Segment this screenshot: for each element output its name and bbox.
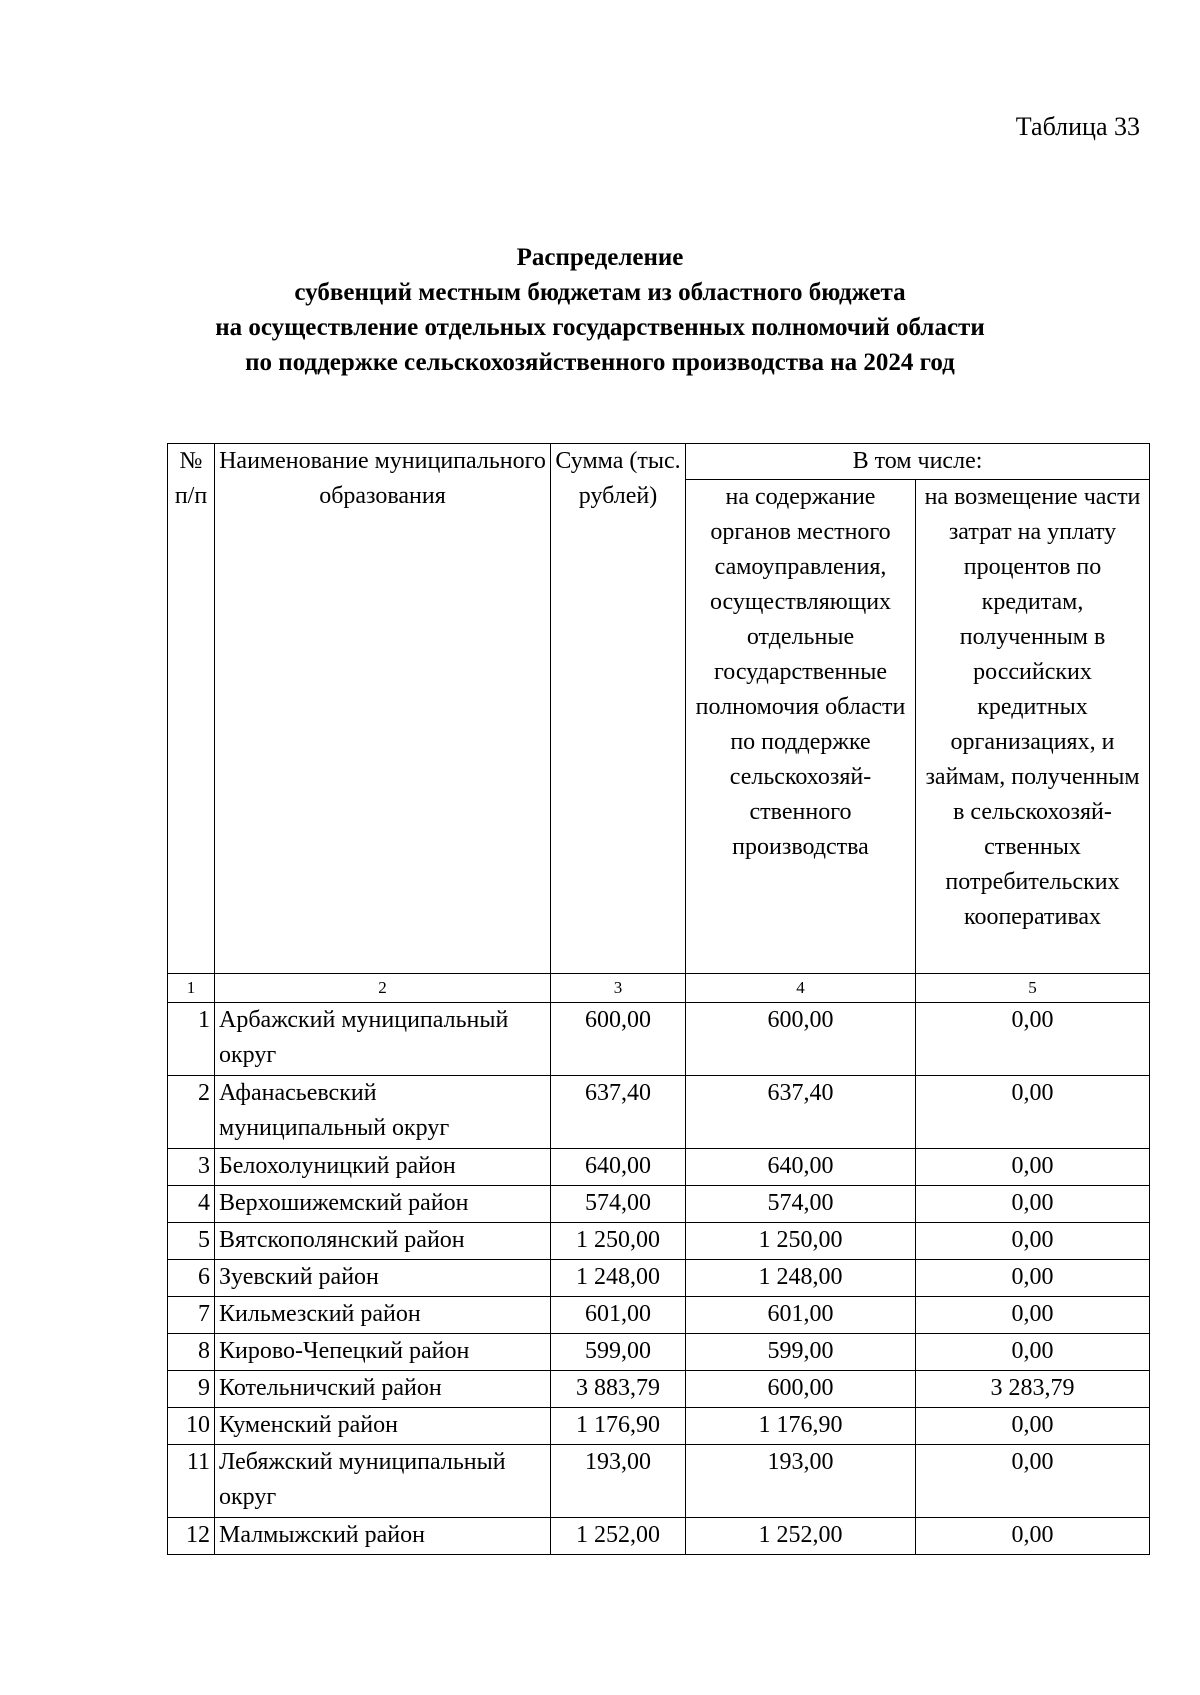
subventions-table [167, 443, 1150, 1555]
column-number: 1 [168, 974, 215, 1003]
municipality-name: Лебяжский муниципальный округ [215, 1445, 551, 1518]
interest-compensation-sum: 0,00 [916, 1518, 1150, 1555]
table-row [168, 1371, 1150, 1408]
interest-compensation-sum: 0,00 [916, 1260, 1150, 1297]
total-sum: 3 883,79 [551, 1371, 686, 1408]
local-government-sum: 1 252,00 [686, 1518, 916, 1555]
total-sum: 600,00 [551, 1003, 686, 1076]
interest-compensation-sum: 0,00 [916, 1445, 1150, 1518]
municipality-name: Котельничский район [215, 1371, 551, 1408]
municipality-name: Куменский район [215, 1408, 551, 1445]
row-number: 11 [168, 1445, 215, 1518]
row-number: 5 [168, 1223, 215, 1260]
table-row [168, 1297, 1150, 1334]
column-number: 2 [215, 974, 551, 1003]
total-sum: 1 176,90 [551, 1408, 686, 1445]
row-number: 7 [168, 1297, 215, 1334]
interest-compensation-sum: 0,00 [916, 1408, 1150, 1445]
table-row [168, 1408, 1150, 1445]
table-row [168, 1445, 1150, 1518]
municipality-name: Зуевский район [215, 1260, 551, 1297]
row-number: 8 [168, 1334, 215, 1371]
table-row [168, 1149, 1150, 1186]
row-number: 10 [168, 1408, 215, 1445]
total-sum: 601,00 [551, 1297, 686, 1334]
table-label: Таблица 33 [1015, 112, 1140, 141]
municipality-name: Белохолуницкий район [215, 1149, 551, 1186]
interest-compensation-sum: 0,00 [916, 1297, 1150, 1334]
header-local-government: на содержание органов местного самоуправления, осуществляющих отдельные государственные полномочия области по поддержке сельскохозяй-ственного производства [686, 480, 916, 974]
header-sum: Сумма (тыс. рублей) [551, 444, 686, 974]
total-sum: 637,40 [551, 1076, 686, 1149]
municipality-name: Кильмезский район [215, 1297, 551, 1334]
row-number: 6 [168, 1260, 215, 1297]
table-row [168, 1260, 1150, 1297]
interest-compensation-sum: 3 283,79 [916, 1371, 1150, 1408]
municipality-name: Кирово-Чепецкий район [215, 1334, 551, 1371]
local-government-sum: 640,00 [686, 1149, 916, 1186]
total-sum: 1 250,00 [551, 1223, 686, 1260]
interest-compensation-sum: 0,00 [916, 1223, 1150, 1260]
interest-compensation-sum: 0,00 [916, 1334, 1150, 1371]
local-government-sum: 637,40 [686, 1076, 916, 1149]
header-including: В том числе: [686, 444, 1150, 480]
municipality-name: Арбажский муниципальный округ [215, 1003, 551, 1076]
local-government-sum: 601,00 [686, 1297, 916, 1334]
interest-compensation-sum: 0,00 [916, 1186, 1150, 1223]
local-government-sum: 600,00 [686, 1003, 916, 1076]
row-number: 1 [168, 1003, 215, 1076]
document-title [0, 240, 1200, 380]
title-line: субвенций местным бюджетам из областного бюджета [294, 279, 906, 306]
table-row [168, 1223, 1150, 1260]
interest-compensation-sum: 0,00 [916, 1076, 1150, 1149]
header-name: Наименование муниципального образования [215, 444, 551, 974]
total-sum: 640,00 [551, 1149, 686, 1186]
municipality-name: Верхошижемский район [215, 1186, 551, 1223]
interest-compensation-sum: 0,00 [916, 1149, 1150, 1186]
title-line: по поддержке сельскохозяйственного производства на 2024 год [245, 349, 955, 376]
municipality-name: Вятскополянский район [215, 1223, 551, 1260]
total-sum: 599,00 [551, 1334, 686, 1371]
row-number: 4 [168, 1186, 215, 1223]
table-row [168, 1003, 1150, 1076]
row-number: 12 [168, 1518, 215, 1555]
total-sum: 1 252,00 [551, 1518, 686, 1555]
table-row [168, 1186, 1150, 1223]
municipality-name: Афанасьевский муниципальный округ [215, 1076, 551, 1149]
municipality-name: Малмыжский район [215, 1518, 551, 1555]
table-row [168, 1518, 1150, 1555]
local-government-sum: 1 176,90 [686, 1408, 916, 1445]
local-government-sum: 574,00 [686, 1186, 916, 1223]
interest-compensation-sum: 0,00 [916, 1003, 1150, 1076]
total-sum: 1 248,00 [551, 1260, 686, 1297]
column-number: 4 [686, 974, 916, 1003]
table-row [168, 1076, 1150, 1149]
header-number: № п/п [168, 444, 215, 974]
local-government-sum: 600,00 [686, 1371, 916, 1408]
local-government-sum: 193,00 [686, 1445, 916, 1518]
local-government-sum: 1 248,00 [686, 1260, 916, 1297]
title-line: Распределение [516, 244, 684, 271]
total-sum: 574,00 [551, 1186, 686, 1223]
row-number: 9 [168, 1371, 215, 1408]
row-number: 3 [168, 1149, 215, 1186]
local-government-sum: 1 250,00 [686, 1223, 916, 1260]
column-number: 3 [551, 974, 686, 1003]
column-number: 5 [916, 974, 1150, 1003]
row-number: 2 [168, 1076, 215, 1149]
title-line: на осуществление отдельных государственных полномочий области [215, 314, 985, 341]
total-sum: 193,00 [551, 1445, 686, 1518]
local-government-sum: 599,00 [686, 1334, 916, 1371]
header-interest-compensation: на возмещение части затрат на уплату процентов по кредитам, полученным в российских кредитных организациях, и займам, полученным в сельскохозяй-ственных потребительских кооперативах [916, 480, 1150, 974]
table-row [168, 1334, 1150, 1371]
